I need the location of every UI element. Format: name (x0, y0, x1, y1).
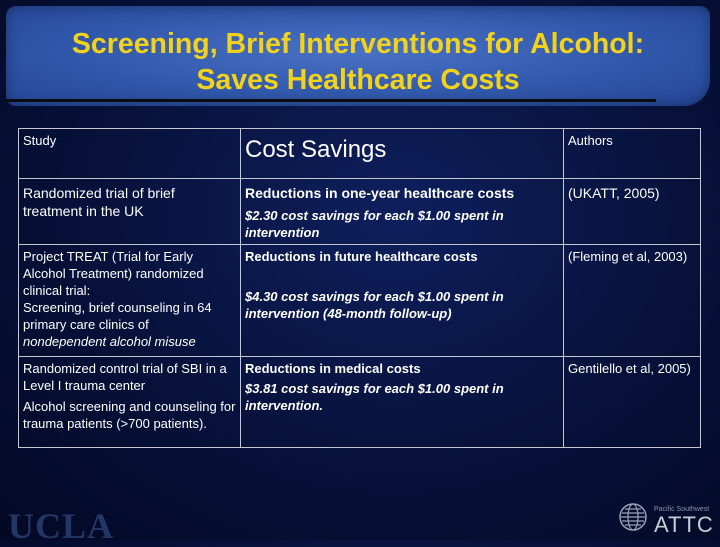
table-row (19, 245, 701, 357)
cost-title: Reductions in medical costs (245, 361, 421, 376)
cost-cell (241, 179, 564, 245)
title-banner (6, 6, 710, 106)
header-authors: Authors (564, 129, 701, 179)
attc-logo-text: ATTC (654, 512, 714, 537)
study-cell (19, 179, 241, 245)
table-header-row (19, 129, 701, 179)
slide-title-line-2: Saves Healthcare Costs (196, 64, 520, 96)
slide-title-line-1: Screening, Brief Interventions for Alcohol: (71, 28, 645, 60)
study-text: Randomized control trial of SBI in a Level I trauma center (23, 361, 227, 393)
study-text: Alcohol screening and counseling for trauma patients (>700 patients). (23, 399, 236, 431)
authors-text: (Fleming et al, 2003) (568, 249, 688, 264)
authors-text: (UKATT, 2005) (568, 185, 660, 201)
ucla-logo: UCLA (8, 506, 115, 546)
study-text: Project TREAT (Trial for Early Alcohol Treatment) randomized clinical trial: (23, 249, 204, 298)
study-cell (19, 245, 241, 357)
study-cell (19, 357, 241, 448)
globe-icon (618, 502, 648, 532)
authors-cell (564, 245, 701, 357)
cost-title: Reductions in future healthcare costs (245, 249, 478, 264)
table-row (19, 357, 701, 448)
study-text: Randomized trial of brief treatment in the UK (23, 185, 175, 219)
authors-cell (564, 179, 701, 245)
authors-text: Gentilello et al, 2005) (568, 361, 691, 376)
attc-region-text: Pacific Southwest (654, 506, 710, 513)
studies-table (18, 128, 701, 448)
header-cost-savings: Cost Savings (241, 129, 564, 179)
header-study: Study (19, 129, 241, 179)
cost-detail: $2.30 cost savings for each $1.00 spent in intervention (245, 208, 504, 240)
cost-cell (241, 357, 564, 448)
slide-title (6, 26, 710, 98)
cost-cell (241, 245, 564, 357)
table-row (19, 179, 701, 245)
cost-title: Reductions in one-year healthcare costs (245, 185, 515, 201)
authors-cell (564, 357, 701, 448)
cost-detail: $4.30 cost savings for each $1.00 spent in intervention (48-month follow-up) (245, 289, 504, 321)
title-underline (6, 99, 656, 102)
study-text: Screening, brief counseling in 64 primary care clinics of (23, 300, 212, 332)
attc-logo (618, 500, 714, 538)
study-text-italic: nondependent alcohol misuse (23, 334, 196, 349)
cost-detail: $3.81 cost savings for each $1.00 spent in intervention. (245, 381, 504, 413)
